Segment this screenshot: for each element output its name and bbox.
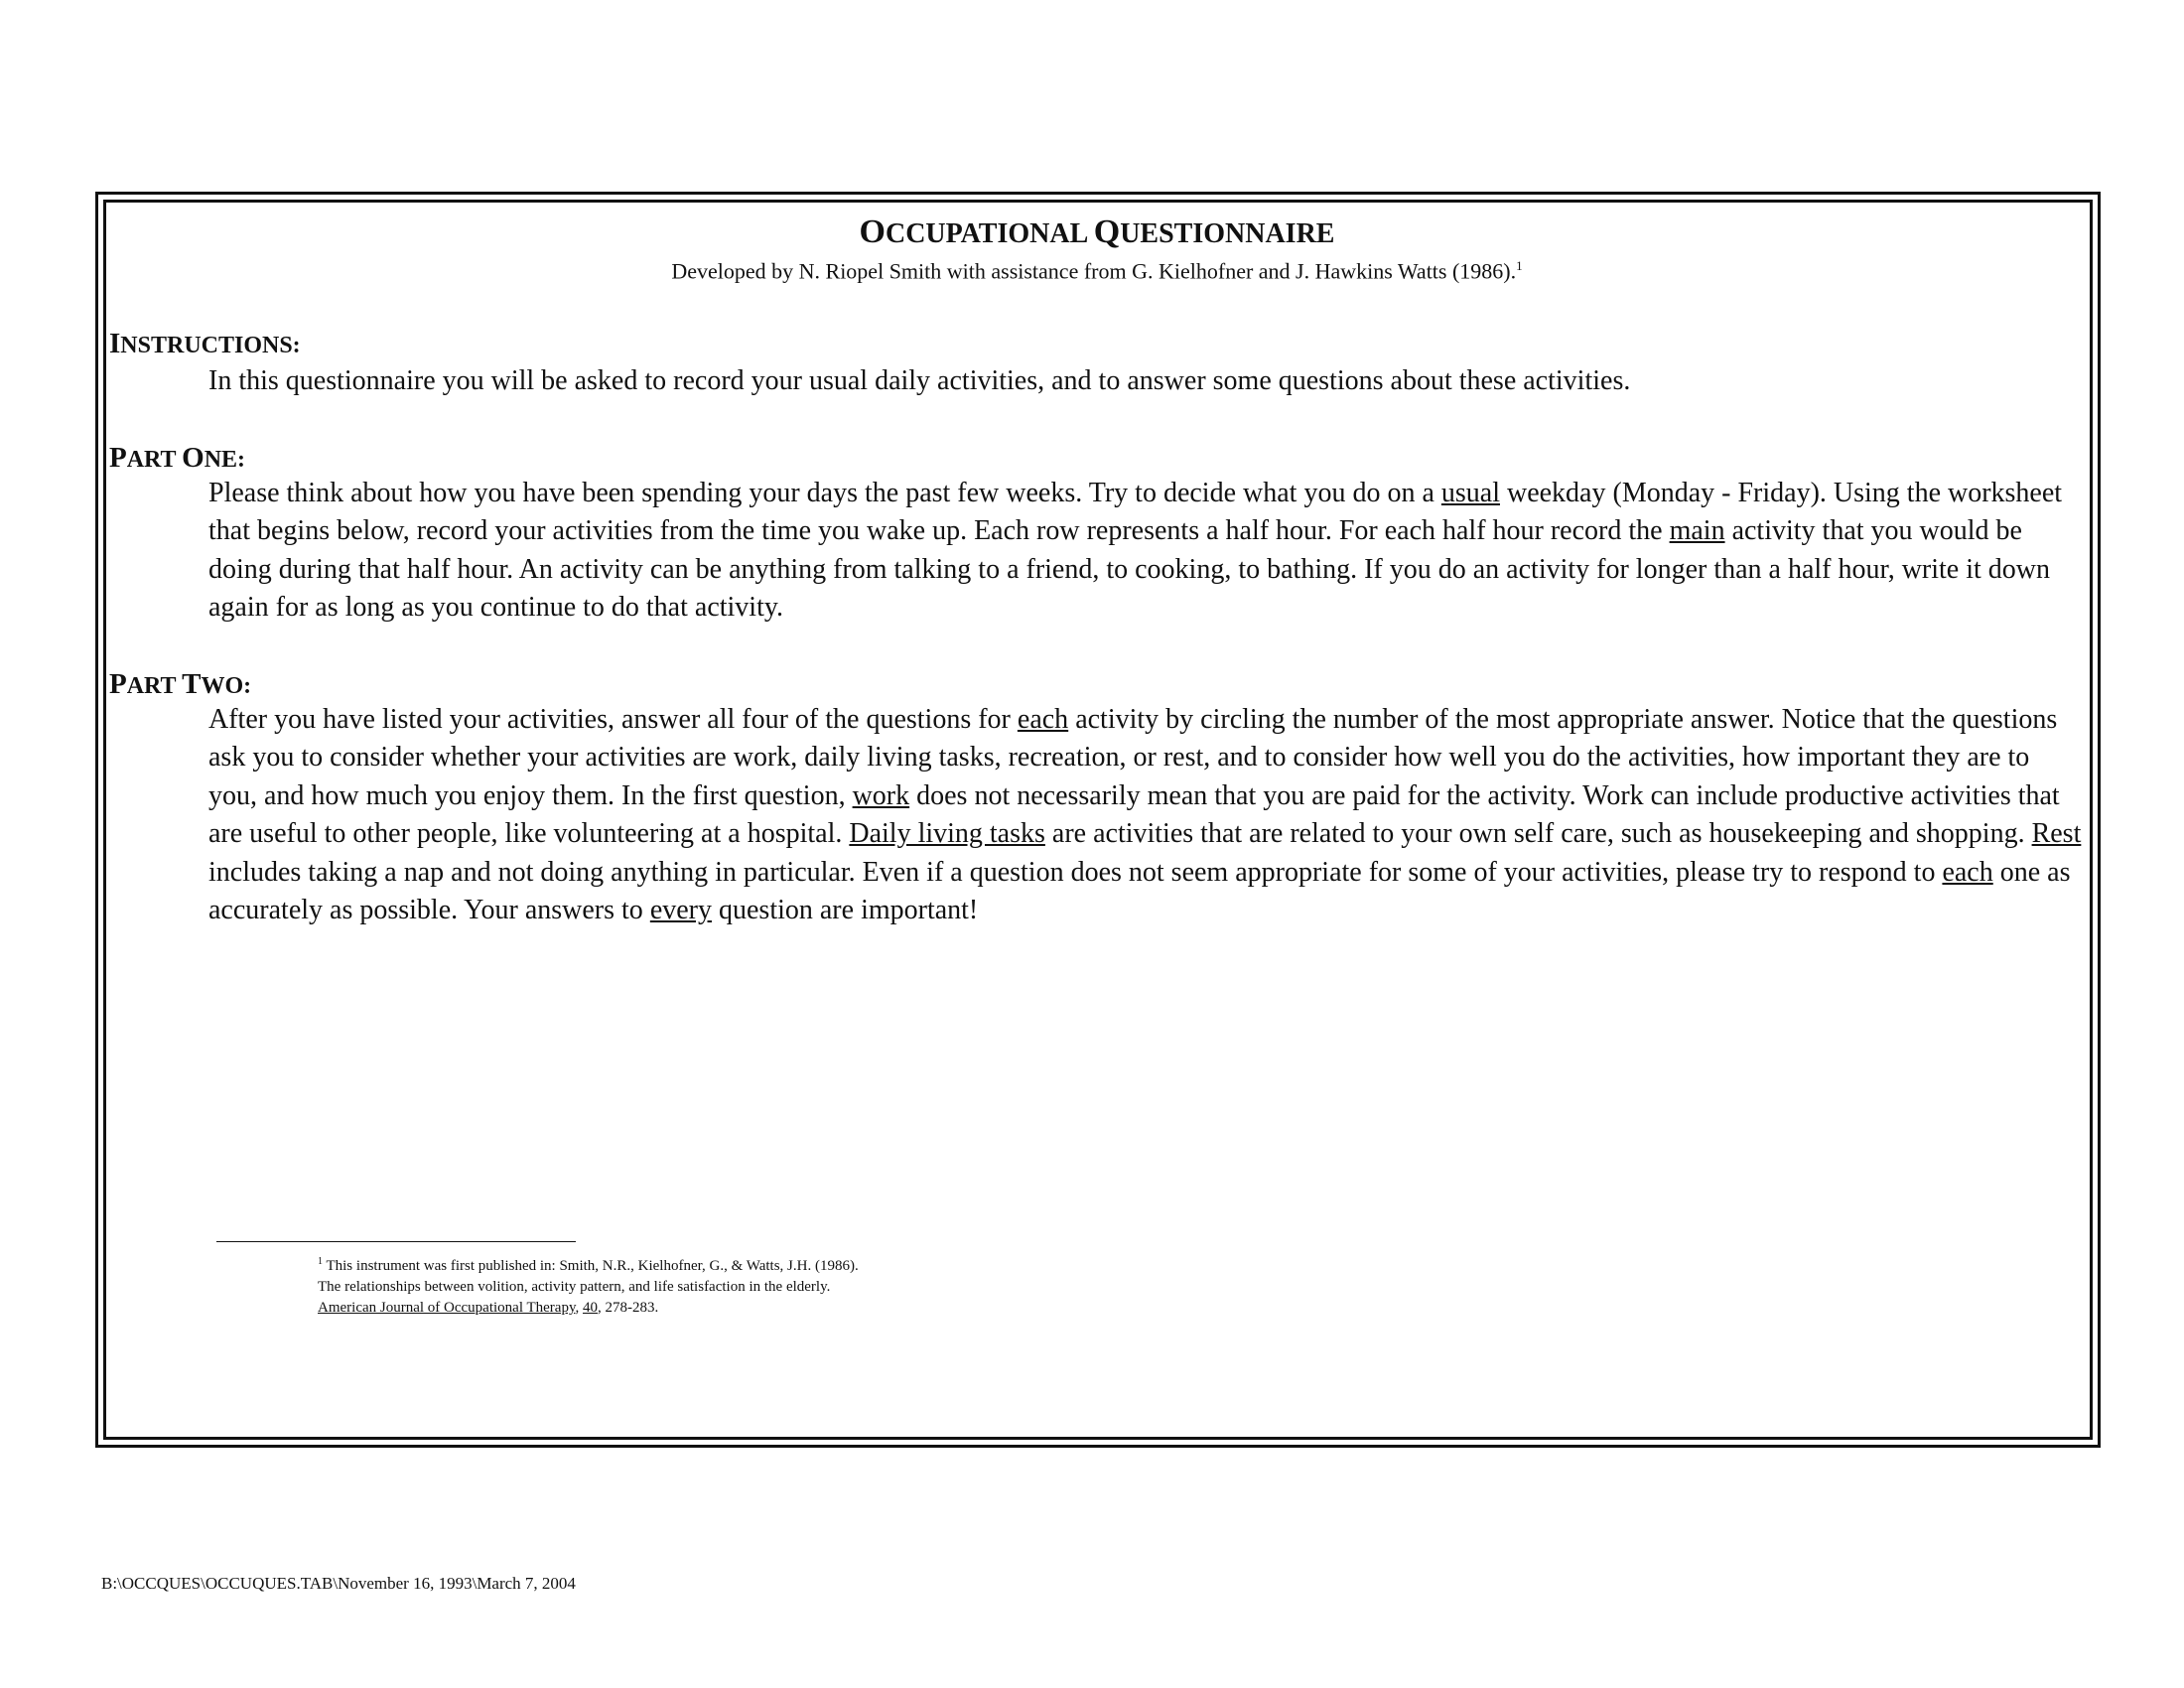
file-path-footer: B:\OCCQUES\OCCUQUES.TAB\November 16, 1993\March 7, 2004 <box>101 1574 576 1593</box>
questionnaire-content <box>109 213 2085 930</box>
instructions-text: In this questionnaire you will be asked to record your usual daily activities, and to answer some questions about these activities. <box>208 365 1631 397</box>
part-two-text: After you have listed your activities, answer all four of the questions for each activity by circling the number of the most appropriate answer. Notice that the questions ask you to consider whether your activities are work, daily living tasks, recreation, or rest, and to consider how well you do the activities, how important they are to you, and how much you enjoy them. In the first question, work does not necessarily mean that you are paid for the activity. Work can include productive activities that are useful to other people, like volunteering at a hospital. Daily living tasks are activities that are related to your own self care, such as housekeeping and shopping. Rest includes taking a nap and not doing anything in particular. Even if a question does not seem appropriate for some of your activities, please try to respond to each one as accurately as possible. Your answers to every question are important! <box>208 703 2082 926</box>
instructions-heading: INSTRUCTIONS: <box>109 328 301 360</box>
page-title: OCCUPATIONAL QUESTIONNAIRE <box>859 213 1335 250</box>
footnote-line-3: American Journal of Occupational Therapy, 40, 278-283. <box>318 1300 659 1316</box>
footnote-divider <box>216 1241 576 1242</box>
part-two-heading: PART TWO: <box>109 667 252 700</box>
footnote-line-1: $^1$ This instrument was first published in: Smith, N.R., Kielhofner, G., & Watts, J.H. (1986). <box>318 1256 859 1274</box>
part-one-heading: PART ONE: <box>109 441 246 474</box>
part-one-text: Please think about how you have been spending your days the past few weeks. Try to decide what you do on a usual weekday (Monday - Friday). Using the worksheet that begins below, record your activities from the time you wake up. Each row represents a half hour. For each half hour record the main activity that you would be doing during that half hour. An activity can be anything from talking to a friend, to cooking, to bathing. If you do an activity for longer than a half hour, write it down again for as long as you continue to do that activity. <box>208 477 2063 624</box>
footnote <box>318 1251 859 1319</box>
footnote-line-2: The relationships between volition, activity pattern, and life satisfaction in the elderly. <box>318 1279 831 1295</box>
footnote-mark: 1 <box>1516 258 1523 273</box>
page-subtitle: Developed by N. Riopel Smith with assistance from G. Kielhofner and J. Hawkins Watts (1986).$^1$ <box>671 258 1523 284</box>
